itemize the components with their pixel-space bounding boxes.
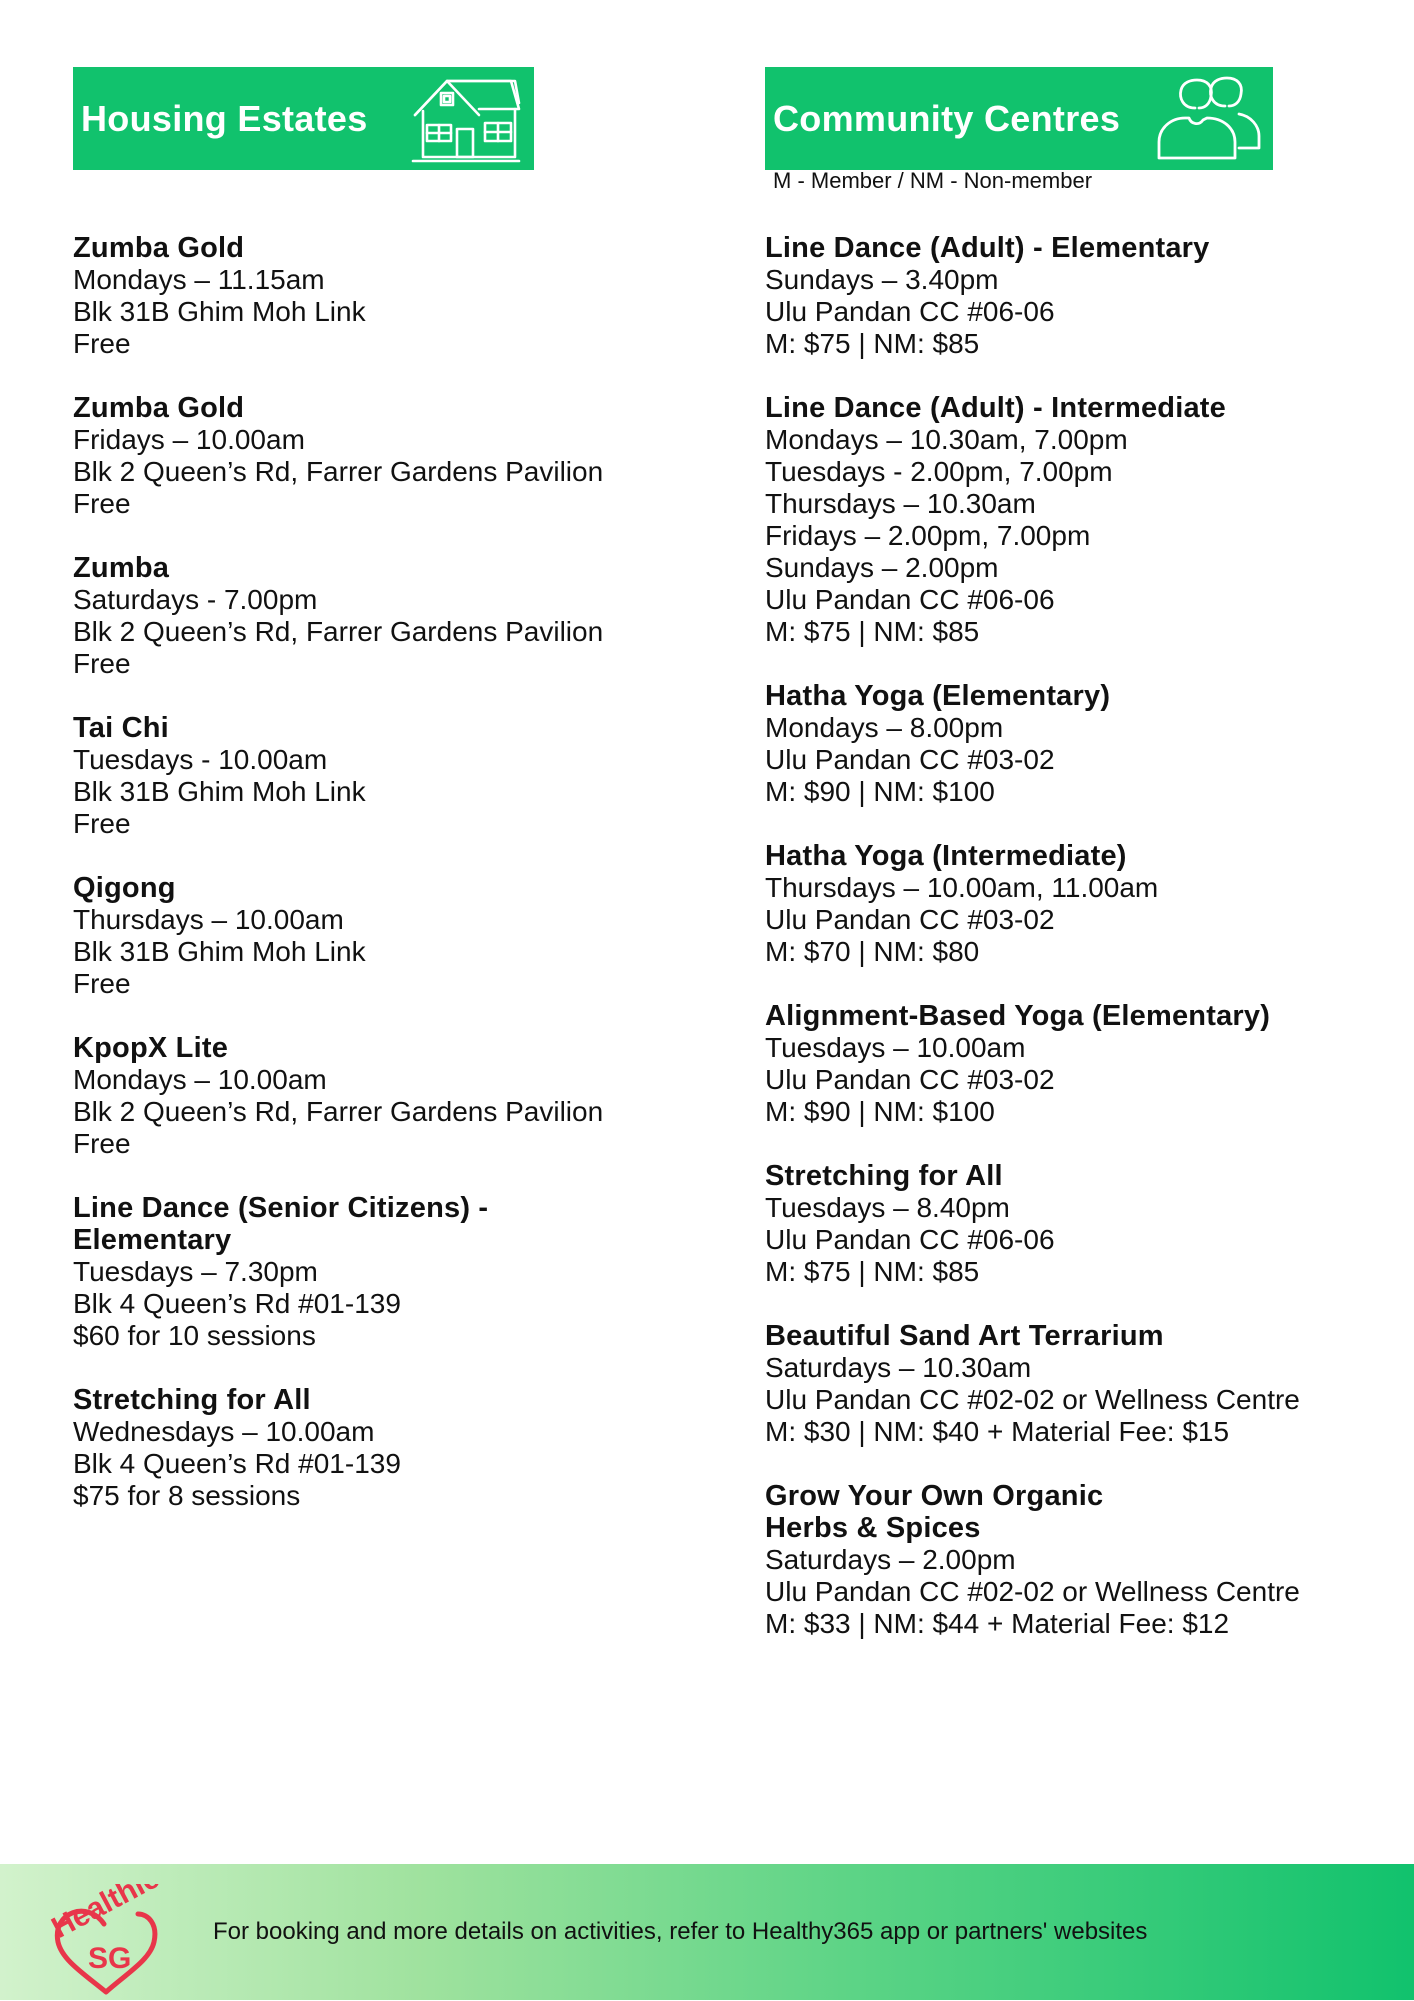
activity-title: Zumba Gold bbox=[73, 392, 245, 424]
activity-title: KpopX Lite bbox=[73, 1032, 229, 1064]
activity-detail-line: M: $75 | NM: $85 bbox=[765, 616, 980, 647]
housing-estates-title: Housing Estates bbox=[81, 97, 368, 139]
activity-detail-line: Free bbox=[73, 968, 131, 999]
member-legend-note: M - Member / NM - Non-member bbox=[773, 168, 1093, 193]
activity-title: Zumba Gold bbox=[73, 232, 245, 264]
activity-detail-line: Ulu Pandan CC #06-06 bbox=[765, 296, 1055, 327]
activity-detail-line: Thursdays – 10.00am bbox=[73, 904, 344, 935]
activity-detail-line: Thursdays – 10.30am bbox=[765, 488, 1036, 519]
activity-entry bbox=[73, 1192, 673, 1352]
activity-entry bbox=[765, 680, 1405, 808]
activity-detail-line: Free bbox=[73, 328, 131, 359]
activity-entry bbox=[73, 1384, 673, 1512]
activity-entry bbox=[73, 872, 673, 1000]
activity-entry bbox=[765, 1320, 1405, 1448]
activity-detail-line: $75 for 8 sessions bbox=[73, 1480, 301, 1511]
activity-detail-line: Blk 31B Ghim Moh Link bbox=[73, 776, 366, 807]
activity-detail-line: Blk 31B Ghim Moh Link bbox=[73, 936, 366, 967]
activity-detail-line: Sundays – 2.00pm bbox=[765, 552, 999, 583]
activity-detail-line: Ulu Pandan CC #02-02 or Wellness Centre bbox=[765, 1384, 1300, 1415]
activity-detail-line: Blk 2 Queen’s Rd, Farrer Gardens Pavilion bbox=[73, 1096, 604, 1127]
activity-title: Stretching for All bbox=[765, 1160, 1003, 1192]
house-icon bbox=[411, 75, 521, 168]
activity-detail-line: Ulu Pandan CC #06-06 bbox=[765, 584, 1055, 615]
activity-detail-line: Tuesdays - 10.00am bbox=[73, 744, 328, 775]
activity-entry bbox=[73, 712, 673, 840]
activity-detail-line: Blk 4 Queen’s Rd #01-139 bbox=[73, 1448, 401, 1479]
activity-entry bbox=[73, 552, 673, 680]
activity-detail-line: Fridays – 10.00am bbox=[73, 424, 305, 455]
activity-entry bbox=[765, 1480, 1405, 1640]
activity-entry bbox=[765, 232, 1405, 360]
activity-detail-line: Ulu Pandan CC #03-02 bbox=[765, 744, 1055, 775]
activity-detail-line: M: $90 | NM: $100 bbox=[765, 1096, 995, 1127]
logo-text-top: Healthier bbox=[46, 1884, 174, 1945]
activity-detail-line: Tuesdays – 10.00am bbox=[765, 1032, 1026, 1063]
activity-detail-line: Wednesdays – 10.00am bbox=[73, 1416, 375, 1447]
healthier-sg-logo bbox=[44, 1884, 174, 2001]
activity-detail-line: Saturdays - 7.00pm bbox=[73, 584, 318, 615]
footer-note: For booking and more details on activities, refer to Healthy365 app or partners' websites bbox=[213, 1918, 1148, 1945]
activity-title: Zumba bbox=[73, 552, 170, 584]
activity-detail-line: Blk 2 Queen’s Rd, Farrer Gardens Pavilion bbox=[73, 456, 604, 487]
activity-detail-line: Mondays – 8.00pm bbox=[765, 712, 1004, 743]
activity-detail-line: Ulu Pandan CC #03-02 bbox=[765, 904, 1055, 935]
activity-title: Stretching for All bbox=[73, 1384, 311, 1416]
activity-title: Grow Your Own Organic Herbs & Spices bbox=[765, 1480, 1104, 1544]
activity-entry bbox=[765, 840, 1405, 968]
community-centres-header bbox=[765, 67, 1273, 170]
activity-detail-line: Blk 4 Queen’s Rd #01-139 bbox=[73, 1288, 401, 1319]
activity-entry bbox=[73, 1032, 673, 1160]
activity-detail-line: Blk 31B Ghim Moh Link bbox=[73, 296, 366, 327]
activity-detail-line: Ulu Pandan CC #02-02 or Wellness Centre bbox=[765, 1576, 1300, 1607]
logo-text-bottom: SG bbox=[88, 1942, 132, 1975]
activity-entry bbox=[73, 232, 673, 360]
activity-detail-line: Mondays – 10.00am bbox=[73, 1064, 327, 1095]
activity-detail-line: M: $90 | NM: $100 bbox=[765, 776, 995, 807]
activity-detail-line: Blk 2 Queen’s Rd, Farrer Gardens Pavilion bbox=[73, 616, 604, 647]
activity-title: Line Dance (Adult) - Intermediate bbox=[765, 392, 1226, 424]
activity-title: Alignment-Based Yoga (Elementary) bbox=[765, 1000, 1271, 1032]
activity-title: Qigong bbox=[73, 872, 176, 904]
activity-detail-line: Sundays – 3.40pm bbox=[765, 264, 999, 295]
activity-detail-line: Free bbox=[73, 1128, 131, 1159]
activity-detail-line: Thursdays – 10.00am, 11.00am bbox=[765, 872, 1159, 903]
activity-detail-line: M: $70 | NM: $80 bbox=[765, 936, 980, 967]
activity-detail-line: Saturdays – 10.30am bbox=[765, 1352, 1032, 1383]
footer-banner bbox=[0, 1864, 1414, 2000]
activity-detail-line: M: $33 | NM: $44 + Material Fee: $12 bbox=[765, 1608, 1230, 1639]
activity-detail-line: M: $75 | NM: $85 bbox=[765, 1256, 980, 1287]
activity-detail-line: Fridays – 2.00pm, 7.00pm bbox=[765, 520, 1091, 551]
housing-estates-header bbox=[73, 67, 534, 170]
people-group-icon bbox=[1155, 76, 1261, 165]
activity-detail-line: M: $30 | NM: $40 + Material Fee: $15 bbox=[765, 1416, 1230, 1447]
activity-detail-line: Free bbox=[73, 488, 131, 519]
activity-detail-line: Ulu Pandan CC #03-02 bbox=[765, 1064, 1055, 1095]
activity-entry bbox=[765, 1160, 1405, 1288]
activity-detail-line: Saturdays – 2.00pm bbox=[765, 1544, 1016, 1575]
activity-detail-line: Free bbox=[73, 808, 131, 839]
community-centres-title: Community Centres bbox=[773, 97, 1121, 139]
activity-title: Line Dance (Senior Citizens) - Elementary bbox=[73, 1192, 489, 1256]
housing-estates-list bbox=[73, 232, 673, 1544]
community-centres-list bbox=[765, 232, 1405, 1672]
activity-entry bbox=[765, 392, 1405, 648]
activity-detail-line: Tuesdays – 7.30pm bbox=[73, 1256, 318, 1287]
activity-title: Hatha Yoga (Elementary) bbox=[765, 680, 1111, 712]
activity-detail-line: M: $75 | NM: $85 bbox=[765, 328, 980, 359]
activity-detail-line: $60 for 10 sessions bbox=[73, 1320, 316, 1351]
activity-detail-line: Mondays – 11.15am bbox=[73, 264, 325, 295]
activity-title: Hatha Yoga (Intermediate) bbox=[765, 840, 1127, 872]
activity-detail-line: Ulu Pandan CC #06-06 bbox=[765, 1224, 1055, 1255]
activity-detail-line: Mondays – 10.30am, 7.00pm bbox=[765, 424, 1128, 455]
activity-detail-line: Tuesdays - 2.00pm, 7.00pm bbox=[765, 456, 1113, 487]
activity-detail-line: Tuesdays – 8.40pm bbox=[765, 1192, 1010, 1223]
activity-entry bbox=[73, 392, 673, 520]
activity-title: Line Dance (Adult) - Elementary bbox=[765, 232, 1210, 264]
activity-title: Tai Chi bbox=[73, 712, 169, 744]
activity-detail-line: Free bbox=[73, 648, 131, 679]
activity-title: Beautiful Sand Art Terrarium bbox=[765, 1320, 1164, 1352]
activity-entry bbox=[765, 1000, 1405, 1128]
